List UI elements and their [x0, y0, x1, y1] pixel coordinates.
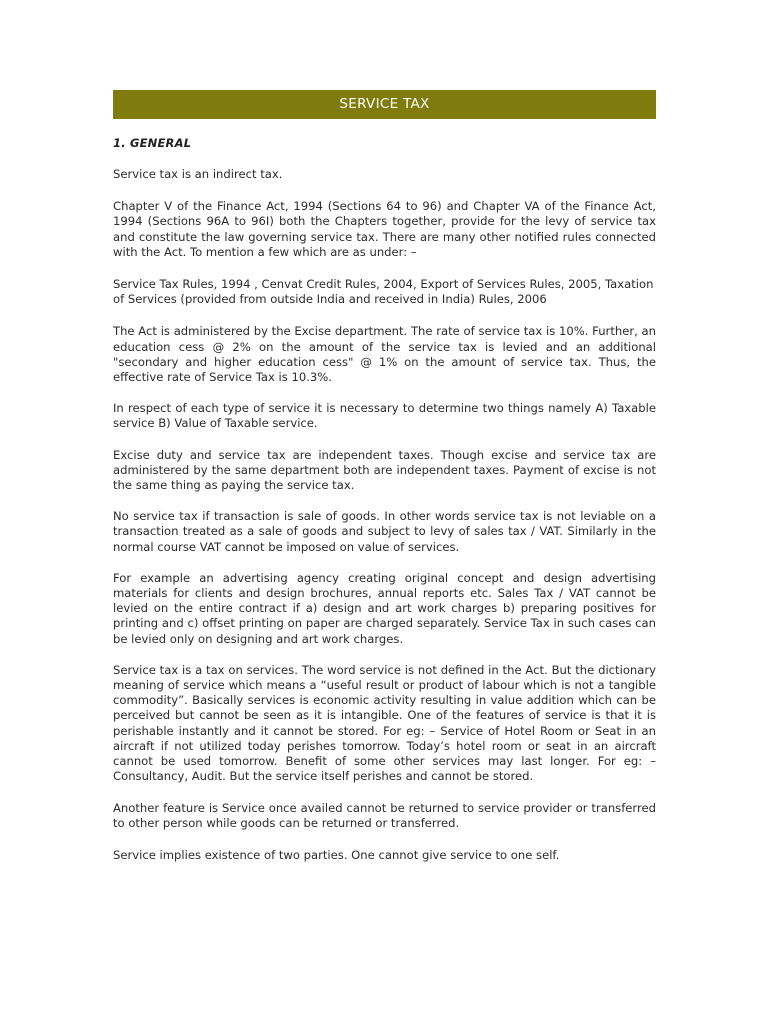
paragraph: For example an advertising agency creating original concept and design advertising materials for clients and design brochures, annual reports etc. Sales Tax / VAT cannot be levied on the entire contract if a) design and art work charges b) preparing positives for printing and c) offset printing on paper are charged separately. Service Tax in such cases can be levied only on designing and art work charges. — [113, 570, 656, 646]
document-page — [113, 90, 656, 863]
paragraph: Chapter V of the Finance Act, 1994 (Sections 64 to 96) and Chapter VA of the Finance Act, 1994 (Sections 96A to 96I) both the Chapters together, provide for the levy of service tax and constitute the law governing service tax. There are many other notified rules connected with the Act. To mention a few which are as under: – — [113, 199, 656, 259]
paragraph: Service implies existence of two parties. One cannot give service to one self. — [113, 847, 560, 862]
paragraph: Another feature is Service once availed cannot be returned to service provider or transferred to other person while goods can be returned or transferred. — [113, 800, 656, 830]
page-title: SERVICE TAX — [113, 90, 656, 119]
paragraph: Excise duty and service tax are independent taxes. Though excise and service tax are administered by the same department both are independent taxes. Payment of excise is not the same thing as paying the service tax. — [113, 447, 656, 493]
paragraph: No service tax if transaction is sale of goods. In other words service tax is not leviable on a transaction treated as a sale of goods and subject to levy of sales tax / VAT. Similarly in the normal course VAT cannot be imposed on value of services. — [113, 509, 656, 554]
paragraph: The Act is administered by the Excise department. The rate of service tax is 10%. Further, an education cess @ 2% on the amount of the service tax is levied and an additional "secondary and higher education cess" @ 1% on the amount of service tax. Thus, the effective rate of Service Tax is 10.3%. — [113, 324, 656, 385]
paragraph: Service Tax Rules, 1994 , Cenvat Credit Rules, 2004, Export of Services Rules, 2005, Taxation of Services (provided from outside India and received in India) Rules, 2006 — [113, 277, 654, 307]
paragraph: In respect of each type of service it is necessary to determine two things namely A) Taxable service B) Value of Taxable service. — [113, 401, 656, 431]
paragraph: Service tax is a tax on services. The word service is not defined in the Act. But the dictionary meaning of service which means a “useful result or product of labour which is not a tangible commodity”. Basically services is economic activity resulting in value addition which can be perceived but cannot be seen as it is intangible. One of the features of service is that it is perishable instantly and it cannot be stored. For eg: – Service of Hotel Room or Seat in an aircraft if not utilized today perishes tomorrow. Today’s hotel room or seat in an aircraft cannot be used tomorrow. Benefit of some other services may last longer. For eg: – Consultancy, Audit. But the service itself perishes and cannot be stored. — [113, 662, 656, 784]
section-heading: 1. GENERAL — [113, 136, 192, 150]
paragraph: Service tax is an indirect tax. — [113, 167, 283, 181]
